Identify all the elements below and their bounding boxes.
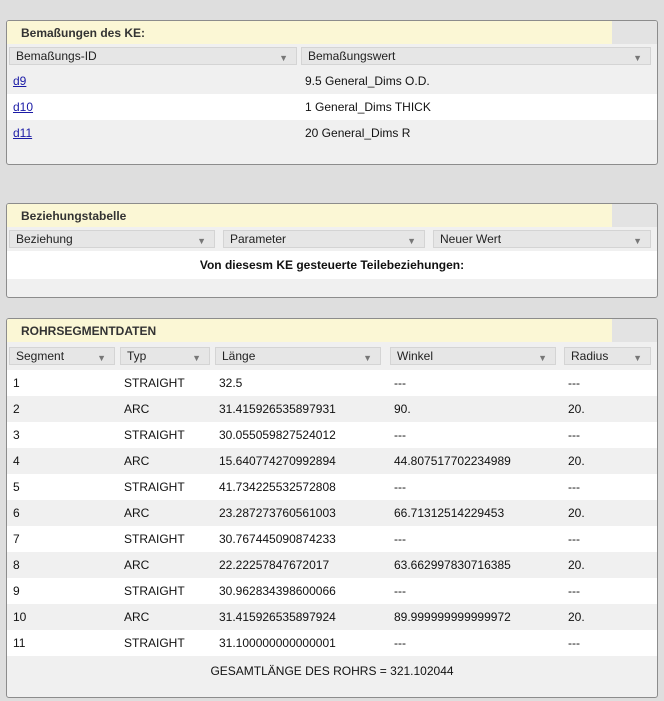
table-row — [7, 448, 657, 474]
segments-panel-header — [7, 319, 657, 342]
segment-radius: 20. — [568, 402, 585, 416]
relations-panel-header — [7, 204, 657, 227]
table-row — [7, 526, 657, 552]
segment-type: STRAIGHT — [124, 532, 185, 546]
segment-length: 31.415926535897924 — [219, 610, 336, 624]
dimension-value: 9.5 General_Dims O.D. — [305, 74, 430, 88]
dimension-id-link[interactable]: d9 — [13, 74, 27, 88]
segment-number: 6 — [13, 506, 20, 520]
segment-type: STRAIGHT — [124, 428, 185, 442]
column-header-dim-value[interactable]: Bemaßungswert ▼ — [301, 47, 651, 65]
dimension-id-link[interactable]: d10 — [13, 100, 34, 114]
segment-length: 23.287273760561003 — [219, 506, 336, 520]
segment-number: 3 — [13, 428, 20, 442]
relations-panel-title: Beziehungstabelle — [21, 209, 127, 223]
dimension-value: 1 General_Dims THICK — [305, 100, 431, 114]
column-header-radius[interactable]: Radius ▼ — [564, 347, 651, 365]
table-row — [7, 500, 657, 526]
column-header-parameter[interactable]: Parameter ▼ — [223, 230, 425, 248]
table-row — [7, 578, 657, 604]
table-row — [7, 94, 657, 120]
segment-radius: 20. — [568, 506, 585, 520]
segment-type: STRAIGHT — [124, 636, 185, 650]
sort-filter-icon[interactable]: ▼ — [363, 353, 372, 363]
table-row — [7, 422, 657, 448]
table-row — [7, 630, 657, 656]
sort-filter-icon[interactable]: ▼ — [407, 236, 416, 246]
column-header-new-value[interactable]: Neuer Wert ▼ — [433, 230, 651, 248]
segment-angle: 63.662997830716385 — [394, 558, 511, 572]
segment-length: 32.5 — [219, 376, 243, 390]
sort-filter-icon[interactable]: ▼ — [197, 236, 206, 246]
segment-type: STRAIGHT — [124, 584, 185, 598]
segment-length: 30.962834398600066 — [219, 584, 336, 598]
relations-panel — [6, 203, 658, 298]
segment-number: 10 — [13, 610, 27, 624]
segment-type: ARC — [124, 610, 150, 624]
segment-angle: --- — [394, 584, 406, 598]
segment-angle: 44.807517702234989 — [394, 454, 511, 468]
dimensions-panel-title: Bemaßungen des KE: — [21, 26, 146, 40]
segment-number: 4 — [13, 454, 20, 468]
segment-angle: --- — [394, 532, 406, 546]
table-row — [7, 120, 657, 146]
segment-angle: 89.999999999999972 — [394, 610, 511, 624]
segment-angle: --- — [394, 480, 406, 494]
segment-length: 31.415926535897931 — [219, 402, 336, 416]
dimension-id-link[interactable]: d11 — [13, 126, 33, 140]
dimension-value: 20 General_Dims R — [305, 126, 411, 140]
table-row — [7, 474, 657, 500]
sort-filter-icon[interactable]: ▼ — [633, 353, 642, 363]
sort-filter-icon[interactable]: ▼ — [279, 53, 288, 63]
sort-filter-icon[interactable]: ▼ — [97, 353, 106, 363]
segments-panel — [6, 318, 658, 698]
segment-length: 30.767445090874233 — [219, 532, 336, 546]
segment-number: 5 — [13, 480, 20, 494]
segment-angle: --- — [394, 636, 406, 650]
table-row — [7, 604, 657, 630]
segment-radius: --- — [568, 532, 580, 546]
sort-filter-icon[interactable]: ▼ — [192, 353, 201, 363]
segment-number: 9 — [13, 584, 20, 598]
segment-type: ARC — [124, 402, 150, 416]
segment-length: 31.100000000000001 — [219, 636, 336, 650]
segment-angle: --- — [394, 428, 406, 442]
column-header-dim-id[interactable]: Bemaßungs-ID ▼ — [9, 47, 297, 65]
segment-type: ARC — [124, 506, 150, 520]
table-row — [7, 68, 657, 94]
segment-angle: --- — [394, 376, 406, 390]
dimensions-table-header — [7, 44, 657, 68]
dimensions-panel-header — [7, 21, 657, 44]
segments-panel-title: ROHRSEGMENTDATEN — [21, 324, 157, 338]
segment-type: ARC — [124, 558, 150, 572]
table-row — [7, 370, 657, 396]
segment-angle: 90. — [394, 402, 411, 416]
segment-number: 1 — [13, 376, 20, 390]
sort-filter-icon[interactable]: ▼ — [538, 353, 547, 363]
segment-length: 30.055059827524012 — [219, 428, 336, 442]
segment-length: 22.22257847672017 — [219, 558, 330, 572]
segment-type: STRAIGHT — [124, 376, 185, 390]
segment-radius: --- — [568, 636, 580, 650]
column-header-length[interactable]: Länge ▼ — [215, 347, 381, 365]
segment-radius: 20. — [568, 558, 585, 572]
sort-filter-icon[interactable]: ▼ — [633, 53, 642, 63]
segment-radius: 20. — [568, 610, 585, 624]
dimensions-panel — [6, 20, 658, 165]
segment-type: ARC — [124, 454, 150, 468]
segment-type: STRAIGHT — [124, 480, 185, 494]
segment-length: 41.734225532572808 — [219, 480, 336, 494]
sort-filter-icon[interactable]: ▼ — [633, 236, 642, 246]
relations-message: Von diesesm KE gesteuerte Teilebeziehungen: — [7, 251, 657, 279]
segment-number: 11 — [13, 636, 26, 650]
relations-table-header — [7, 227, 657, 251]
segment-radius: --- — [568, 428, 580, 442]
table-row — [7, 396, 657, 422]
column-header-angle[interactable]: Winkel ▼ — [390, 347, 556, 365]
total-length: GESAMTLÄNGE DES ROHRS = 321.102044 — [210, 664, 454, 678]
column-header-type[interactable]: Typ ▼ — [120, 347, 210, 365]
column-header-relation[interactable]: Beziehung ▼ — [9, 230, 215, 248]
segment-radius: --- — [568, 584, 580, 598]
column-header-segment[interactable]: Segment ▼ — [9, 347, 115, 365]
segment-number: 2 — [13, 402, 20, 416]
table-row — [7, 552, 657, 578]
segment-radius: 20. — [568, 454, 585, 468]
segments-table-header — [7, 342, 657, 370]
segment-number: 8 — [13, 558, 20, 572]
segment-radius: --- — [568, 480, 580, 494]
segment-angle: 66.71312514229453 — [394, 506, 505, 520]
segment-length: 15.640774270992894 — [219, 454, 336, 468]
segment-radius: --- — [568, 376, 580, 390]
segment-number: 7 — [13, 532, 20, 546]
